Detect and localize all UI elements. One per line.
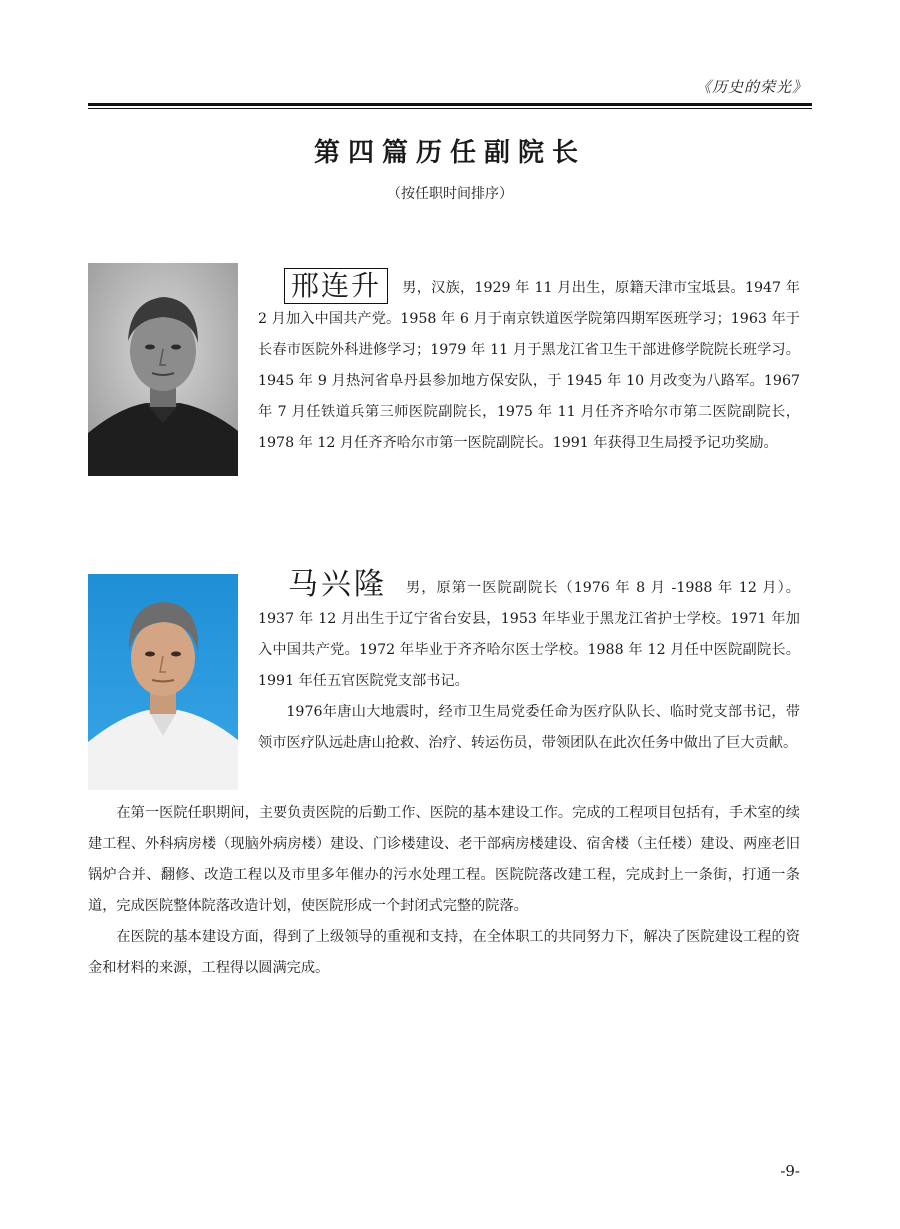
page-number: -9- xyxy=(780,1162,800,1180)
biography-xing-liansheng xyxy=(258,268,800,459)
person-name: 马兴隆 xyxy=(288,567,387,602)
running-header-title: 《历史的荣光》 xyxy=(695,78,808,96)
biography-text: 男，原第一医院副院长（1976 年 8 月 -1988 年 12 月）。1937 年 12 月出生于辽宁省台安县，1953 年毕业于黑龙江省护士学校。1971 年加入中国共产党。1972 年毕业于齐齐哈尔医士学校。1988 年 12 月任中医院副院长。1991 年任五官医院党支部书记。 xyxy=(258,580,800,689)
chapter-title: 第四篇历任副院长 xyxy=(313,138,586,168)
portrait-photo-2 xyxy=(88,574,238,790)
biography-paragraph: 在第一医院任职期间，主要负责医院的后勤工作、医院的基本建设工作。完成的工程项目包括有，手术室的续建工程、外科病房楼（现脑外病房楼）建设、门诊楼建设、老干部病房楼建设、宿舍楼（主任楼）建设、两座老旧锅炉合并、翻修、改造工程以及市里多年催办的污水处理工程。医院院落改建工程，完成封上一条街，打通一条道，完成医院整体院落改造计划，使医院形成一个封闭式完整的院落。 xyxy=(88,805,800,914)
portrait-photo-1 xyxy=(88,263,238,476)
biography-text: 男，汉族，1929 年 11 月出生，原籍天津市宝坻县。1947 年 2 月加入中国共产党。1958 年 6 月于南京铁道医学院第四期军医班学习；1963 年于长春市医院外科进修学习；1979 年 11 月于黑龙江省卫生干部进修学院院长班学习。1945 年 9 月热河省阜丹县参加地方保安队，于 1945 年 10 月改变为八路军。1967 年 7 月任铁道兵第三师医院副院长，1975 年 11 月任齐齐哈尔市第二医院副院长，1978 年 12 月任齐齐哈尔市第一医院副院长。1991 年获得卫生局授予记功奖励。 xyxy=(258,280,800,451)
biography-paragraph: 1976年唐山大地震时，经市卫生局党委任命为医疗队队长、临时党支部书记，带领市医疗队远赴唐山抢救、治疗、转运伤员，带领团队在此次任务中做出了巨大贡献。 xyxy=(258,704,800,751)
biography-ma-xinglong xyxy=(258,567,800,759)
person-name-boxed: 邢连升 xyxy=(284,268,388,304)
biography-continued xyxy=(88,798,800,984)
biography-paragraph: 在医院的基本建设方面，得到了上级领导的重视和支持，在全体职工的共同努力下，解决了医院建设工程的资金和材料的来源，工程得以圆满完成。 xyxy=(88,929,800,976)
header-rule-thin xyxy=(88,108,812,109)
chapter-subtitle: （按任职时间排序） xyxy=(387,186,513,202)
header-rule xyxy=(88,103,812,106)
